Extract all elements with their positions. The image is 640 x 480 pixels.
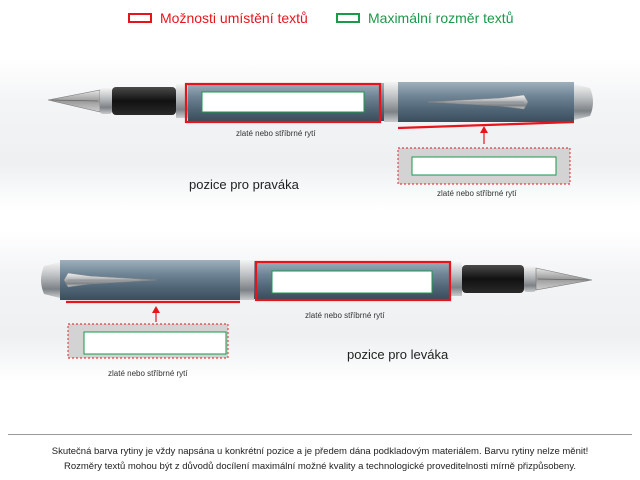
cap-text-area: [412, 157, 556, 175]
up-arrow-icon: [152, 306, 160, 313]
fountain-pen-left-hand: [0, 230, 640, 382]
legend-placement-label: Možnosti umístění textů: [160, 10, 308, 26]
up-arrow-icon: [480, 126, 488, 133]
pen-nib: [536, 268, 592, 290]
right-hand-position-label: pozice pro praváka: [189, 177, 299, 192]
cap-text-area: [84, 332, 226, 354]
legend: [0, 10, 640, 32]
pen-nib: [48, 90, 100, 112]
footer-divider: [8, 434, 632, 435]
green-frame-swatch-icon: [336, 13, 360, 23]
left-hand-position-label: pozice pro leváka: [347, 347, 449, 362]
cap-engraving-zone: [398, 122, 574, 128]
right-hand-barrel-caption: zlaté nebo stříbrné rytí: [236, 129, 316, 138]
right-hand-cap-caption: zlaté nebo stříbrné rytí: [437, 189, 517, 198]
pen-cap-end: [574, 84, 593, 120]
legend-placement: [128, 10, 308, 26]
left-hand-cap-caption: zlaté nebo stříbrné rytí: [108, 369, 188, 378]
footer-note-size: Rozměry textů mohou být z důvodů docílení maximální možné kvality a technologické proveditelnosti mírně přizpůsobeny.: [63, 461, 577, 472]
barrel-text-area: [202, 92, 364, 112]
pen-grip-ring: [450, 262, 462, 296]
red-frame-swatch-icon: [128, 13, 152, 23]
barrel-text-area: [272, 271, 432, 293]
legend-max-size: [336, 10, 513, 26]
pen-cap-end: [41, 262, 60, 298]
pen-grip: [462, 265, 524, 293]
pen-grip: [112, 87, 176, 115]
legend-max-size-label: Maximální rozměr textů: [368, 10, 514, 26]
fountain-pen-right-hand: [0, 58, 640, 210]
footer-note-color: Skutečná barva rytiny je vždy napsána u konkrétní pozice a je předem dána podkladovým materiálem. Barvu rytiny nelze měnit!: [51, 446, 589, 457]
pen-cap-ring: [384, 82, 398, 122]
pen-front-ring: [100, 88, 112, 114]
pen-cap-ring: [240, 260, 254, 300]
pen-front-ring: [524, 266, 536, 292]
left-hand-barrel-caption: zlaté nebo stříbrné rytí: [305, 311, 385, 320]
